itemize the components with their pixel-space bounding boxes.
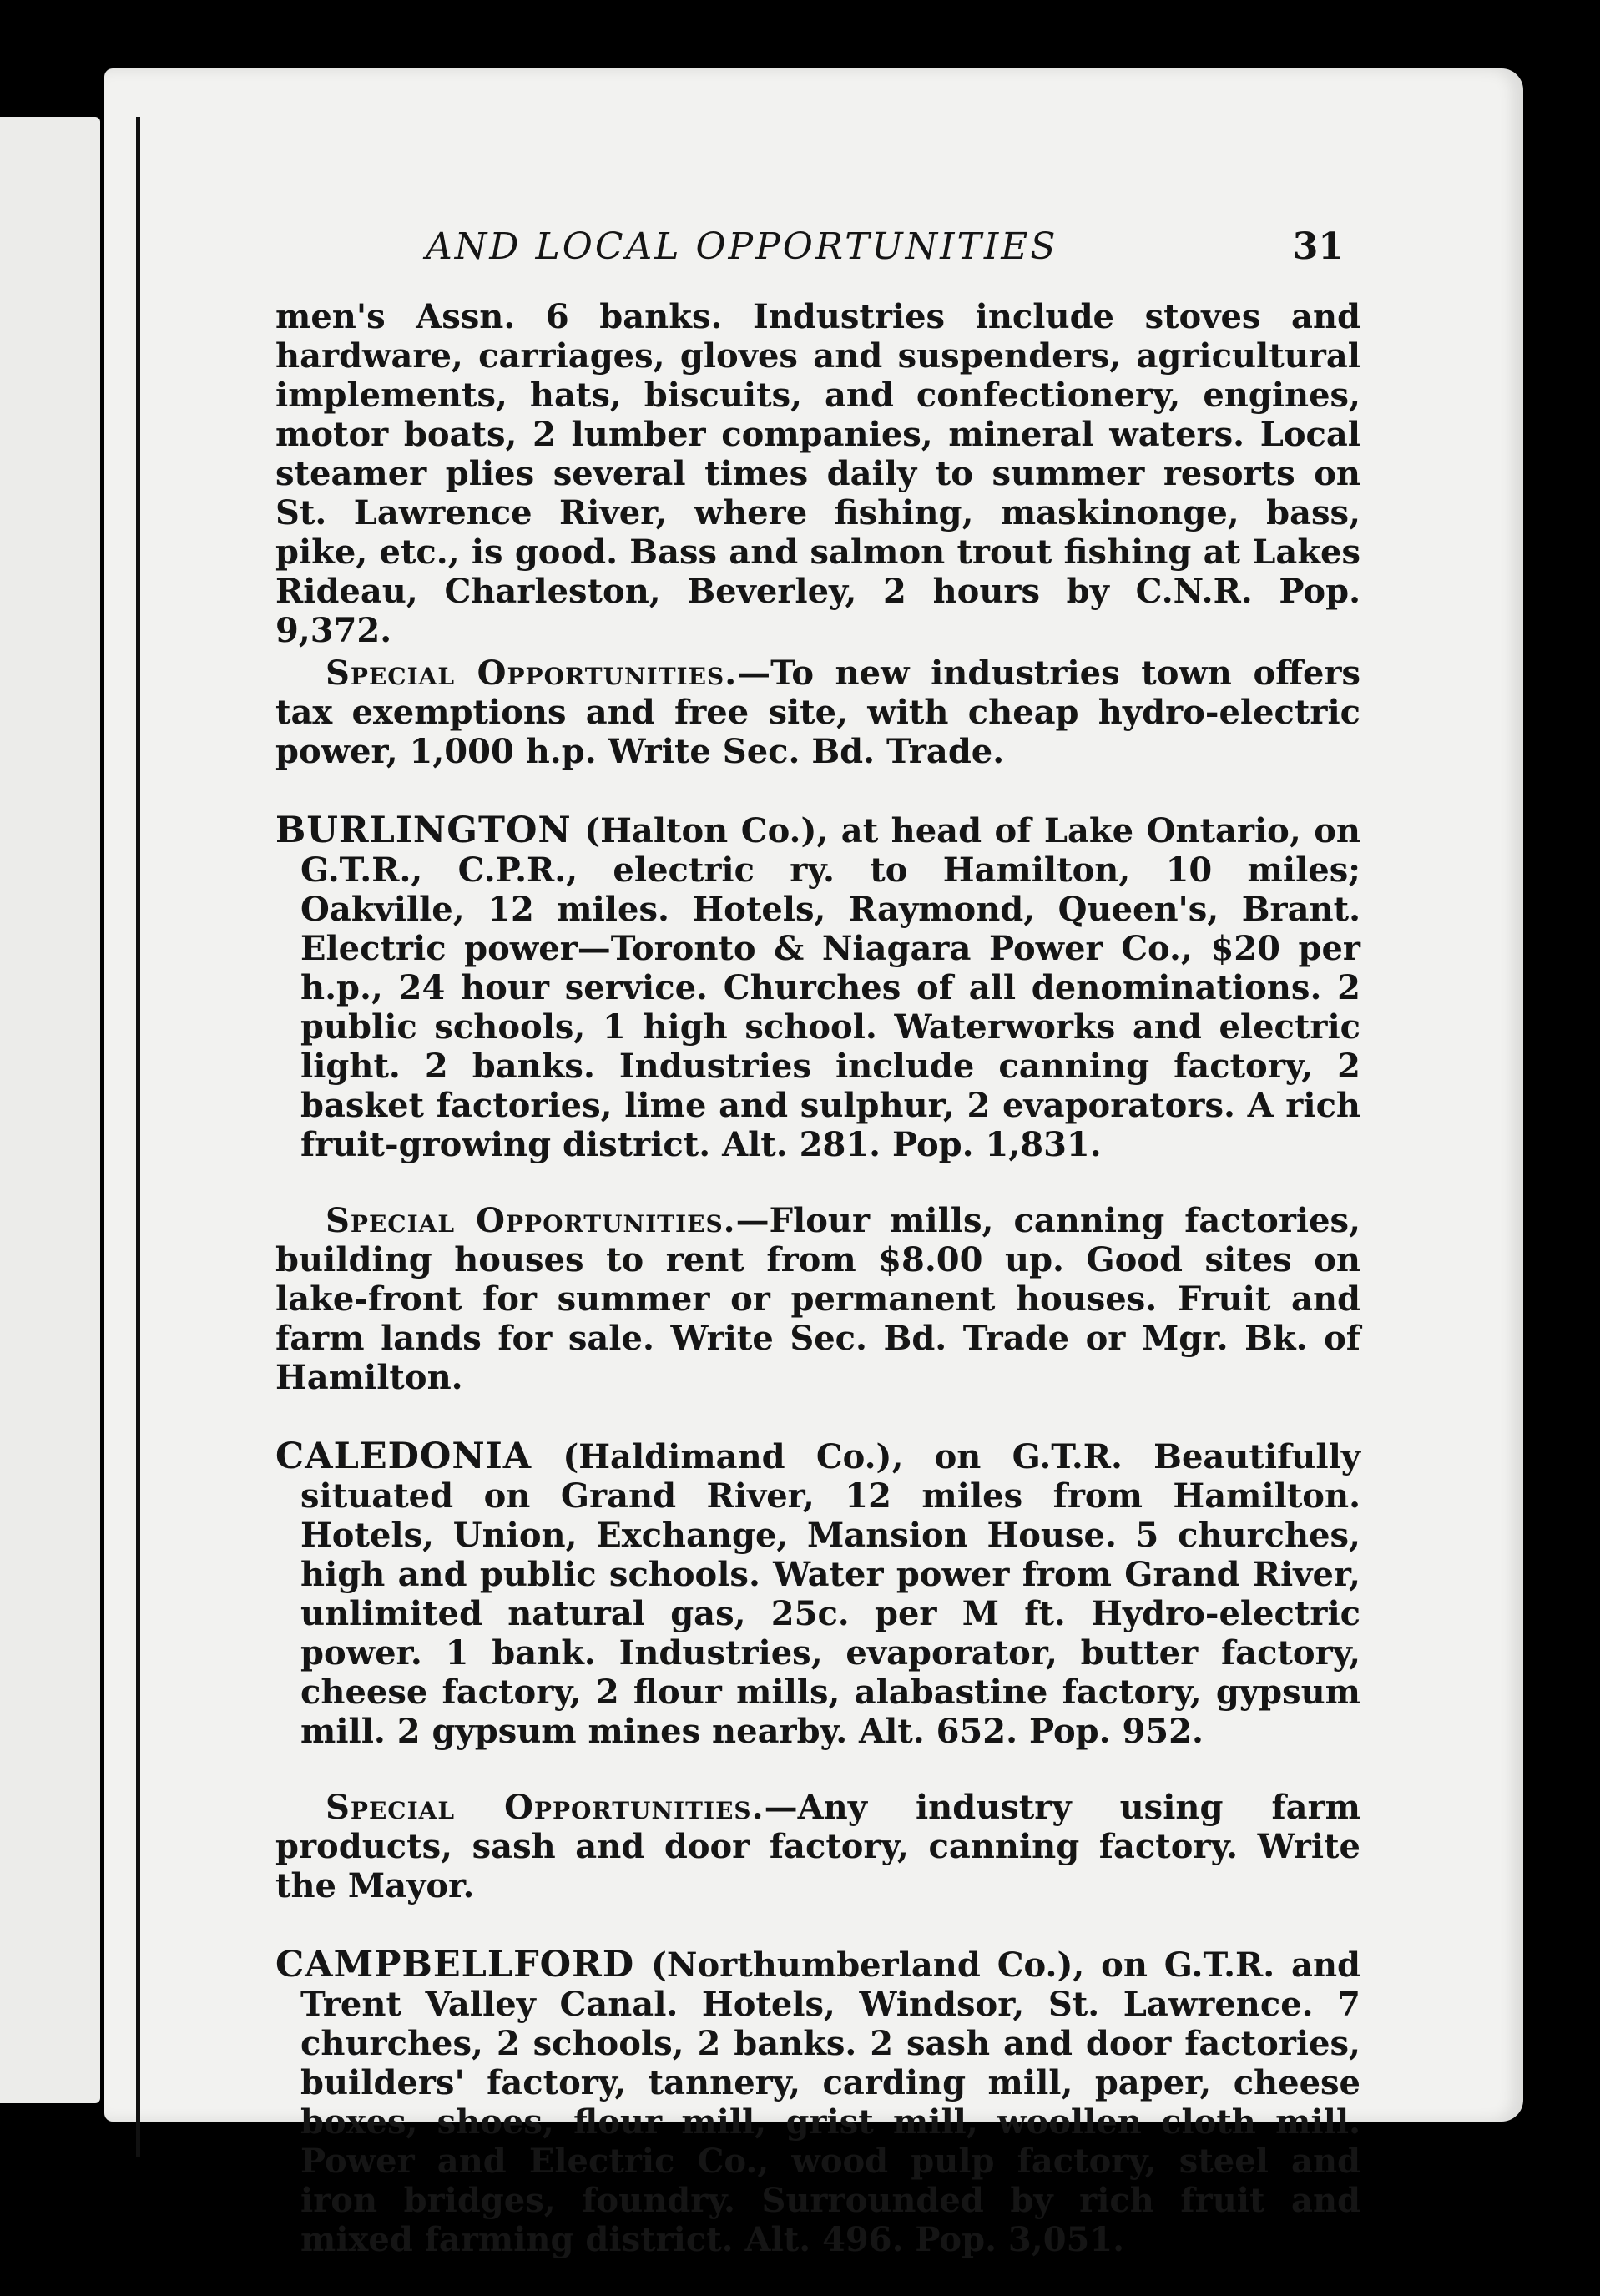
special-opportunities-text: —To new industries town offers tax exemptions and free site, with cheap hydro-electric power, 1,000 h.p. Write Sec. Bd. Trade. xyxy=(275,653,1361,771)
entry-continued xyxy=(275,297,1360,650)
entry-text: (Northumberland Co.), on G.T.R. and Trent Valley Canal. Hotels, Windsor, St. Lawrence. 7 churches, 2 schools, 2 banks. 2 sash and door factories, builders' factory, tannery, carding mill, paper, cheese boxes, shoes, flour mill, grist mill, woollen cloth mill. Power and Electric Co., wood pulp factory, steel and iron bridges, foundry. Surrounded by rich fruit and mixed farming district. Alt. 496. Pop. 3,051. xyxy=(300,1945,1360,2259)
entry-text: (Halton Co.), at head of Lake Ontario, on G.T.R., C.P.R., electric ry. to Hamilton, 10 miles; Oakville, 12 miles. Hotels, Raymond, Queen's, Brant. Electric power—Toronto & Niagara Power Co., $20 per h.p., 24 hour service. Churches of all denominations. 2 public schools, 1 high school. Waterworks and electric light. 2 banks. Industries include canning factory, 2 basket factories, lime and sulphur, 2 evaporators. A rich fruit-growing district. Alt. 281. Pop. 1,831. xyxy=(300,811,1360,1164)
special-opportunities-label: Special Opportunities. xyxy=(326,1788,765,1827)
special-opportunities-text: —Any industry using farm products, sash and door factory, canning factory. Write the Mayor. xyxy=(275,1788,1360,1905)
special-opportunities xyxy=(275,1788,1360,1905)
running-head xyxy=(275,225,1360,275)
special-opportunities-text: —Flour mills, canning factories, building houses to rent from $8.00 up. Good sites on lake-front for summer or permanent houses. Fruit and farm lands for sale. Write Sec. Bd. Trade or Mgr. Bk. of Hamilton. xyxy=(275,1201,1360,1397)
special-opportunities-label: Special Opportunities. xyxy=(326,1201,736,1240)
previous-page-edge xyxy=(0,117,100,2103)
entry-text: (Haldimand Co.), on G.T.R. Beautifully situated on Grand River, 12 miles from Hamilton. Hotels, Union, Exchange, Mansion House. 5 churches, high and public schools. Water power from Grand River, unlimited natural gas, 25c. per M ft. Hydro-electric power. 1 bank. Industries, evaporator, butter factory, cheese factory, 2 flour mills, alabastine factory, gypsum mill. 2 gypsum mines nearby. Alt. 652. Pop. 952. xyxy=(300,1437,1360,1751)
special-opportunities xyxy=(275,1201,1360,1397)
town-name: CAMPBELLFORD xyxy=(275,1944,635,1986)
entry-burlington xyxy=(275,811,1360,1164)
special-opportunities-label: Special Opportunities. xyxy=(326,653,738,693)
entry-campbellford xyxy=(275,1945,1360,2259)
page-number: 31 xyxy=(1292,225,1344,268)
entry-text: men's Assn. 6 banks. Industries include stoves and hardware, carriages, gloves and suspenders, agricultural implements, hats, biscuits, and confectionery, engines, motor boats, 2 lumber companies, mineral waters. Local steamer plies several times daily to summer resorts on St. Lawrence River, where fishing, maskinonge, bass, pike, etc., is good. Bass and salmon trout fishing at Lakes Rideau, Charleston, Beverley, 2 hours by C.N.R. Pop. 9,372. xyxy=(275,297,1360,650)
town-name: BURLINGTON xyxy=(275,810,572,851)
book-spine xyxy=(136,117,140,2157)
town-name: CALEDONIA xyxy=(275,1436,532,1477)
page-content xyxy=(275,225,1360,2296)
running-title: AND LOCAL OPPORTUNITIES xyxy=(426,225,1058,268)
special-opportunities xyxy=(275,653,1360,771)
entry-caledonia xyxy=(275,1437,1360,1751)
